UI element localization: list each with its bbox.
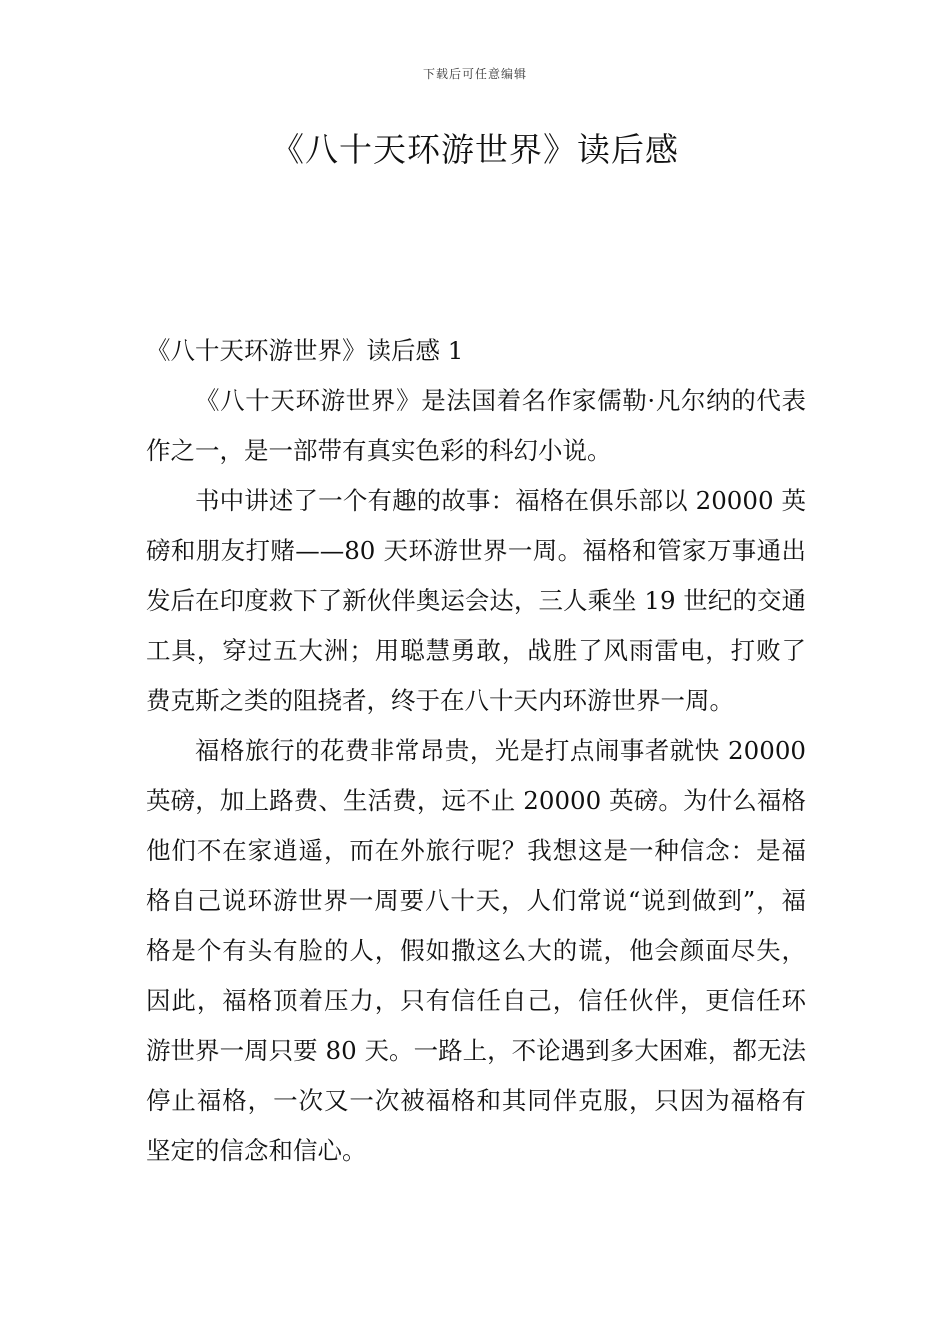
paragraph-story: 书中讲述了一个有趣的故事：福格在俱乐部以 20000 英磅和朋友打赌——80 天环游世界一周。福格和管家万事通出发后在印度救下了新伙伴奥运会达，三人乘坐 19 世纪的交通工具，穿过五大洲；用聪慧勇敢，战胜了风雨雷电，打败了费克斯之类的阻挠者，终于在八十天内环游世界一周。 xyxy=(146,486,806,715)
paragraph-intro: 《八十天环游世界》是法国着名作家儒勒·凡尔纳的代表作之一，是一部带有真实色彩的科幻小说。 xyxy=(146,386,806,465)
paragraph-reflection: 福格旅行的花费非常昂贵，光是打点闹事者就快 20000 英磅，加上路费、生活费，远不止 20000 英磅。为什么福格他们不在家逍遥，而在外旅行呢？我想这是一种信念：是福格自己说环游世界一周要八十天，人们常说“说到做到”，福格是个有头有脸的人，假如撒这么大的谎，他会颜面尽失，因此，福格顶着压力，只有信任自己，信任伙伴，更信任环游世界一周只要 80 天。一路上，不论遇到多大困难，都无法停止福格，一次又一次被福格和其同伴克服，只因为福格有坚定的信念和信心。 xyxy=(146,736,806,1165)
header-note: 下载后可任意编辑 xyxy=(422,67,527,81)
document-body xyxy=(146,326,806,1176)
section-heading: 《八十天环游世界》读后感 1 xyxy=(146,336,464,365)
document-title: 《八十天环游世界》读后感 xyxy=(271,130,679,169)
